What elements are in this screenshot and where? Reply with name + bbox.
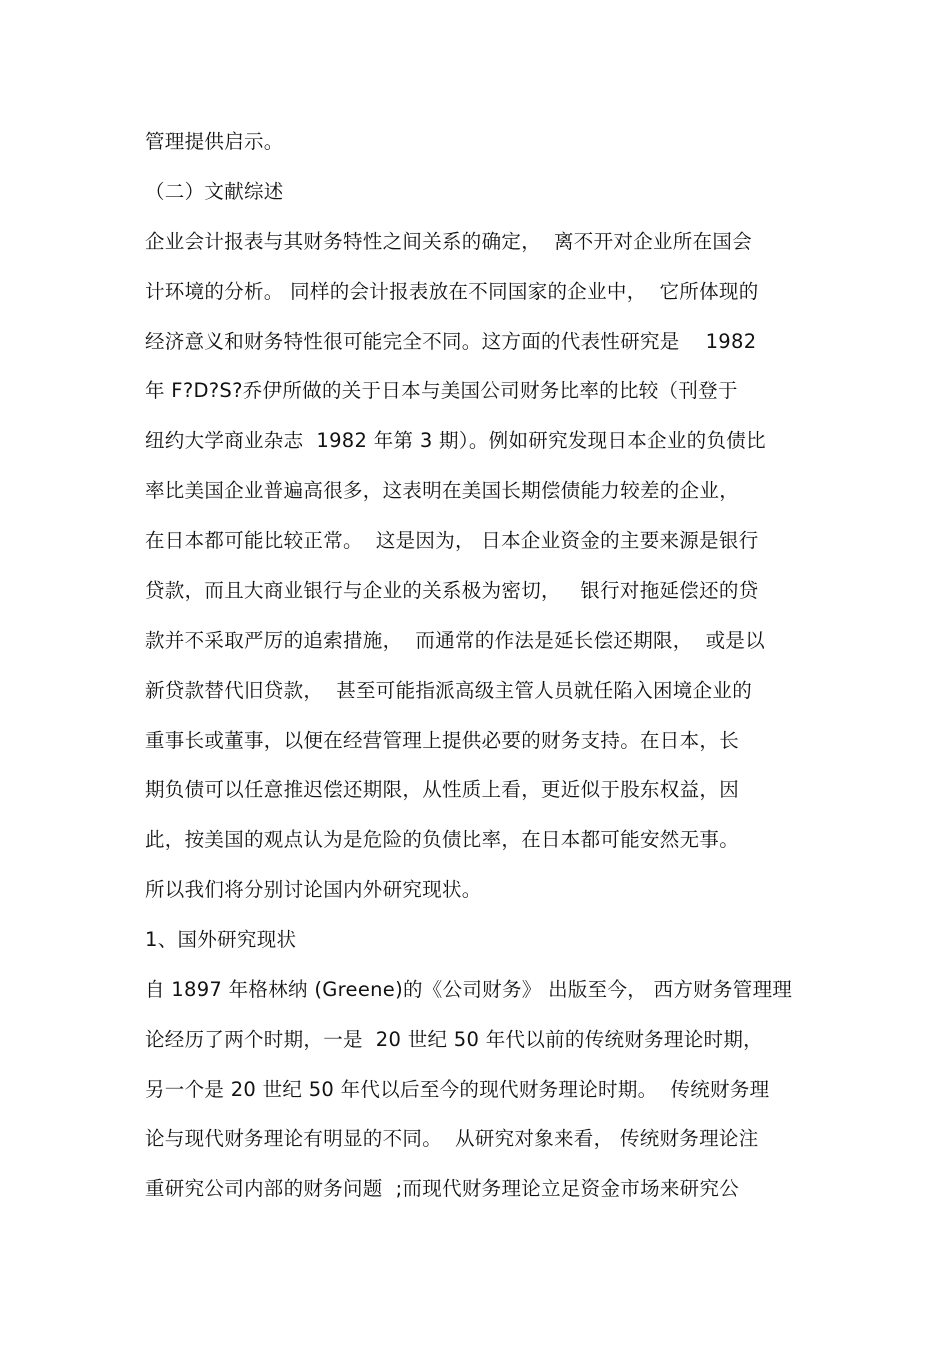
text-line: 率比美国企业普遍高很多，这表明在美国长期偿债能力较差的企业， <box>145 479 740 502</box>
text-line: 年 F?D?S?乔伊所做的关于日本与美国公司财务比率的比较（刊登于 <box>145 379 738 402</box>
text-line: 款并不采取严厉的追索措施， 而通常的作法是延长偿还期限， 或是以 <box>145 629 765 652</box>
text-line: 所以我们将分别讨论国内外研究现状。 <box>145 878 482 901</box>
text-line: 重事长或董事，以便在经营管理上提供必要的财务支持。在日本，长 <box>145 729 740 752</box>
text-line: 管理提供启示。 <box>145 130 284 153</box>
text-line: 重研究公司内部的财务问题 ;而现代财务理论立足资金市场来研究公 <box>145 1177 740 1200</box>
text-line: 此，按美国的观点认为是危险的负债比率，在日本都可能安然无事。 <box>145 828 740 851</box>
text-line: 自 1897 年格林纳 (Greene)的《公司财务》 出版至今， 西方财务管理理 <box>145 978 793 1001</box>
subsection-heading: 1、国外研究现状 <box>145 928 297 951</box>
text-line: 论经历了两个时期，一是 20 世纪 50 年代以前的传统财务理论时期， <box>145 1028 763 1051</box>
text-line: 纽约大学商业杂志 1982 年第 3 期）。例如研究发现日本企业的负债比 <box>145 429 766 452</box>
section-heading: （二）文献综述 <box>145 180 284 203</box>
text-line: 经济意义和财务特性很可能完全不同。这方面的代表性研究是 1982 <box>145 330 757 353</box>
text-line: 新贷款替代旧贷款， 甚至可能指派高级主管人员就任陷入困境企业的 <box>145 679 752 702</box>
text-line: 在日本都可能比较正常。 这是因为， 日本企业资金的主要来源是银行 <box>145 529 759 552</box>
text-line: 期负债可以任意推迟偿还期限，从性质上看，更近似于股东权益，因 <box>145 778 740 801</box>
text-line: 企业会计报表与其财务特性之间关系的确定， 离不开对企业所在国会 <box>145 230 752 253</box>
text-line: 论与现代财务理论有明显的不同。 从研究对象来看， 传统财务理论注 <box>145 1127 759 1150</box>
text-line: 计环境的分析。 同样的会计报表放在不同国家的企业中， 它所体现的 <box>145 280 759 303</box>
text-line: 贷款，而且大商业银行与企业的关系极为密切， 银行对拖延偿还的贷 <box>145 579 759 602</box>
text-line: 另一个是 20 世纪 50 年代以后至今的现代财务理论时期。 传统财务理 <box>145 1078 770 1101</box>
